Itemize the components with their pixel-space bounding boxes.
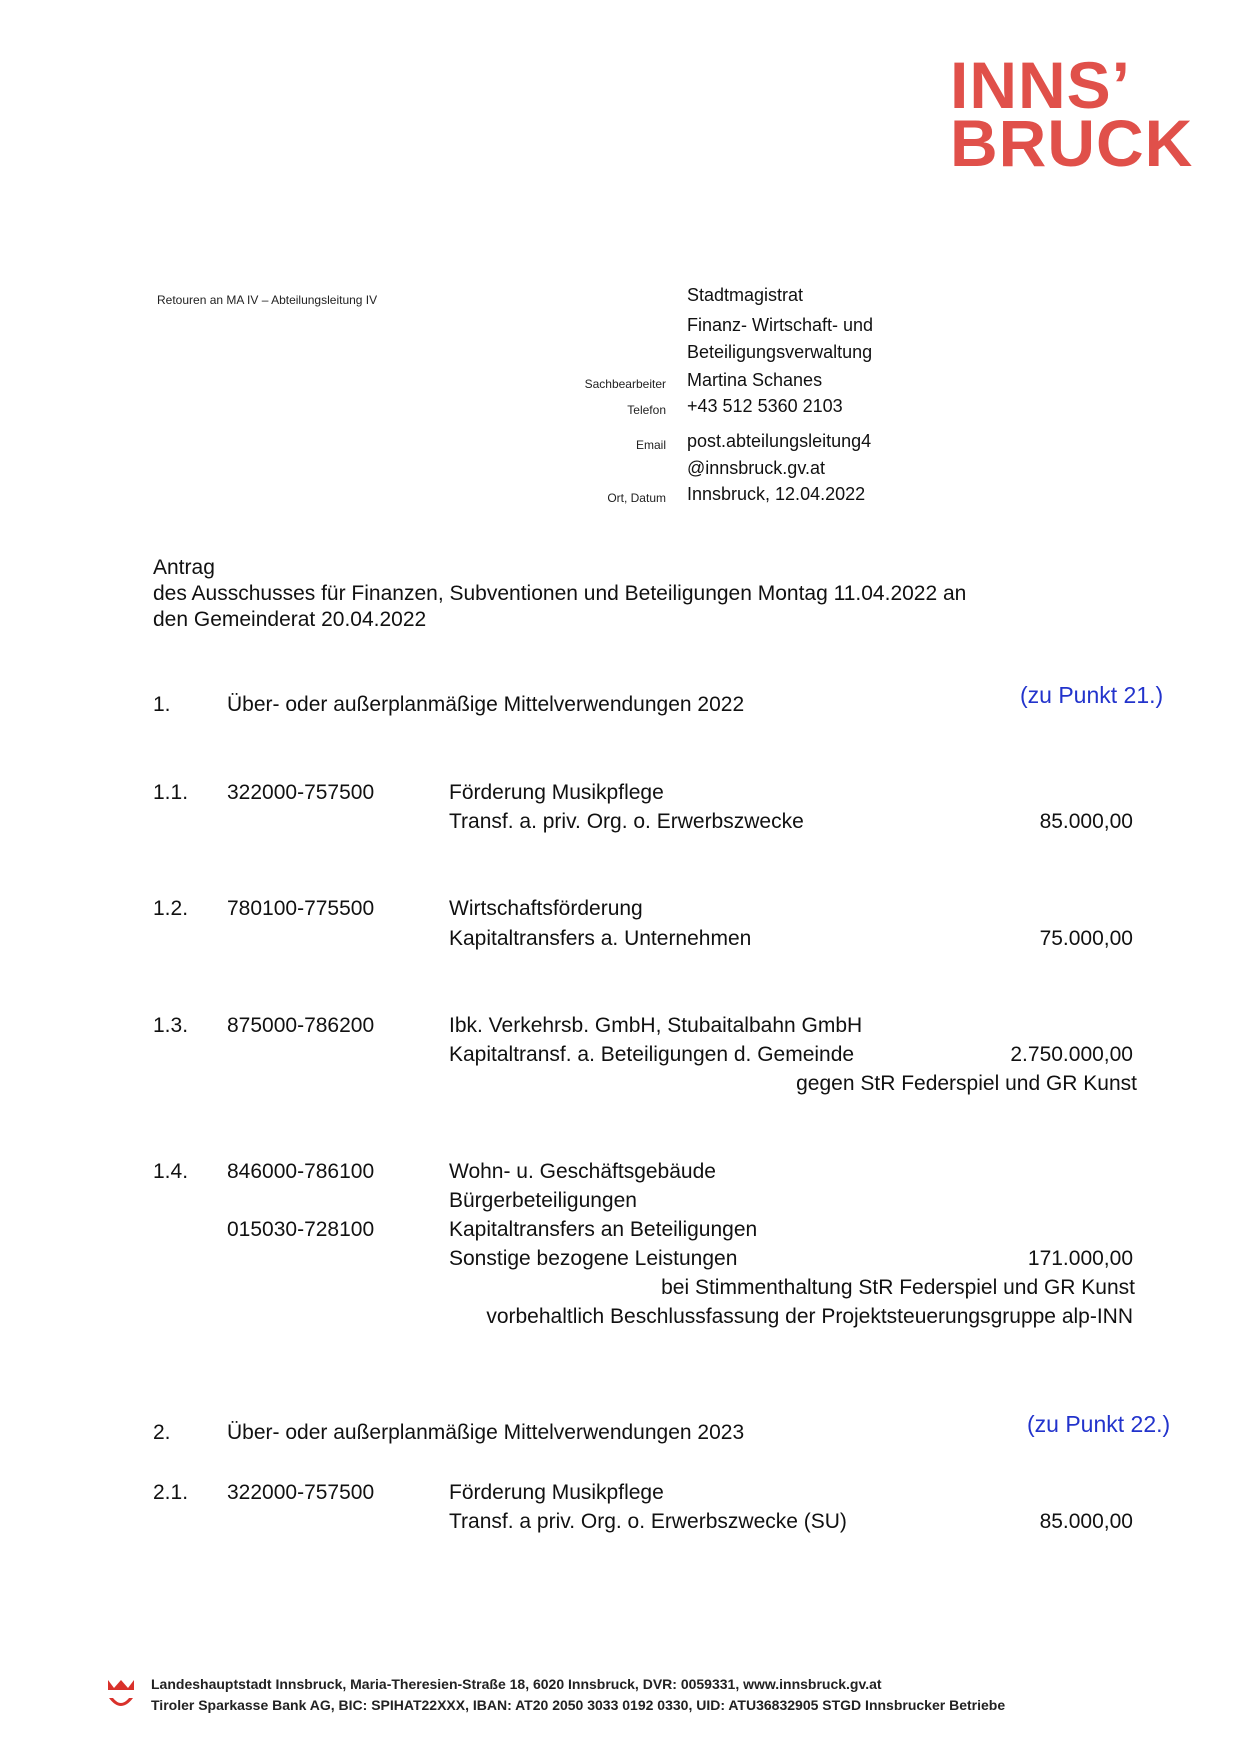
city-crest-icon xyxy=(106,1678,136,1714)
section-1-ref: (zu Punkt 21.) xyxy=(1020,682,1164,708)
sender-line-3: Beteiligungsverwaltung xyxy=(687,342,873,362)
item-1-1-desc-1: Förderung Musikpflege xyxy=(449,781,664,804)
sachbearbeiter-label: Sachbearbeiter xyxy=(584,377,666,391)
item-1-1-account: 322000-757500 xyxy=(227,781,375,804)
item-2-1-account: 322000-757500 xyxy=(227,1481,375,1504)
item-1-3-desc-1: Ibk. Verkehrsb. GmbH, Stubaitalbahn GmbH xyxy=(449,1014,863,1037)
ort-datum-label: Ort, Datum xyxy=(607,491,666,505)
item-2-1-amount: 85.000,00 xyxy=(1039,1510,1133,1533)
item-1-2-account: 780100-775500 xyxy=(227,897,375,920)
item-1-1-amount: 85.000,00 xyxy=(1039,810,1133,833)
item-1-4-account-2: 015030-728100 xyxy=(227,1218,375,1241)
item-1-4-desc-1: Wohn- u. Geschäftsgebäude xyxy=(449,1160,716,1183)
section-2-ref: (zu Punkt 22.) xyxy=(1027,1411,1171,1437)
item-1-4-account-1: 846000-786100 xyxy=(227,1160,375,1183)
item-1-3-amount: 2.750.000,00 xyxy=(1010,1043,1133,1066)
item-1-2-amount: 75.000,00 xyxy=(1039,927,1133,950)
item-1-4-desc-4: Sonstige bezogene Leistungen xyxy=(449,1247,738,1270)
innsbruck-logo xyxy=(950,48,1194,180)
section-1-title: Über- oder außerplanmäßige Mittelverwendungen 2022 xyxy=(227,693,745,716)
item-1-1-number: 1.1. xyxy=(153,781,189,804)
item-1-1-desc-2: Transf. a. priv. Org. o. Erwerbszwecke xyxy=(449,810,804,833)
sender-line-1: Stadtmagistrat xyxy=(687,285,804,305)
section-1-number: 1. xyxy=(153,693,171,716)
intro-line-3: den Gemeinderat 20.04.2022 xyxy=(153,608,427,631)
item-1-3-account: 875000-786200 xyxy=(227,1014,375,1037)
telefon-label: Telefon xyxy=(627,403,666,417)
section-2-number: 2. xyxy=(153,1421,171,1444)
item-1-4-desc-3: Kapitaltransfers an Beteiligungen xyxy=(449,1218,758,1241)
item-2-1-number: 2.1. xyxy=(153,1481,189,1504)
footer-line-2: Tiroler Sparkasse Bank AG, BIC: SPIHAT22XXX, IBAN: AT20 2050 3033 0192 0330, UID: ATU36832905 STGD Innsbrucker Betriebe xyxy=(151,1697,1006,1713)
return-address: Retouren an MA IV – Abteilungsleitung IV xyxy=(157,293,378,307)
email-value-line-1: post.abteilungsleitung4 xyxy=(687,431,872,451)
logo-line-2: BRUCK xyxy=(950,106,1194,180)
item-1-4-number: 1.4. xyxy=(153,1160,189,1183)
sachbearbeiter-value: Martina Schanes xyxy=(687,370,823,390)
section-2-title: Über- oder außerplanmäßige Mittelverwendungen 2023 xyxy=(227,1421,745,1444)
item-1-4-amount: 171.000,00 xyxy=(1027,1247,1133,1270)
item-1-2-number: 1.2. xyxy=(153,897,189,920)
email-value-line-2: @innsbruck.gv.at xyxy=(687,458,825,478)
item-1-4-note-1: bei Stimmenthaltung StR Federspiel und GR Kunst xyxy=(661,1276,1135,1299)
item-1-4-note-2: vorbehaltlich Beschlussfassung der Projektsteuerungsgruppe alp-INN xyxy=(486,1305,1133,1328)
item-1-3-desc-2: Kapitaltransf. a. Beteiligungen d. Gemeinde xyxy=(449,1043,855,1066)
footer-line-1: Landeshauptstadt Innsbruck, Maria-Theresien-Straße 18, 6020 Innsbruck, DVR: 0059331, www.innsbruck.gv.at xyxy=(151,1676,882,1692)
logo-line-1: INNS’ xyxy=(950,48,1132,122)
item-1-3-note: gegen StR Federspiel und GR Kunst xyxy=(796,1072,1137,1095)
intro-line-2: des Ausschusses für Finanzen, Subventionen und Beteiligungen Montag 11.04.2022 an xyxy=(153,582,967,605)
item-2-1-desc-2: Transf. a priv. Org. o. Erwerbszwecke (SU) xyxy=(449,1510,847,1533)
sender-line-2: Finanz- Wirtschaft- und xyxy=(687,315,874,335)
ort-datum-value: Innsbruck, 12.04.2022 xyxy=(687,484,866,504)
telefon-value: +43 512 5360 2103 xyxy=(687,396,843,416)
email-label: Email xyxy=(635,438,666,452)
item-1-2-desc-1: Wirtschaftsförderung xyxy=(449,897,643,920)
item-1-2-desc-2: Kapitaltransfers a. Unternehmen xyxy=(449,927,752,950)
item-1-4-desc-2: Bürgerbeteiligungen xyxy=(449,1189,637,1212)
item-2-1-desc-1: Förderung Musikpflege xyxy=(449,1481,664,1504)
item-1-3-number: 1.3. xyxy=(153,1014,189,1037)
intro-line-1: Antrag xyxy=(153,556,215,579)
